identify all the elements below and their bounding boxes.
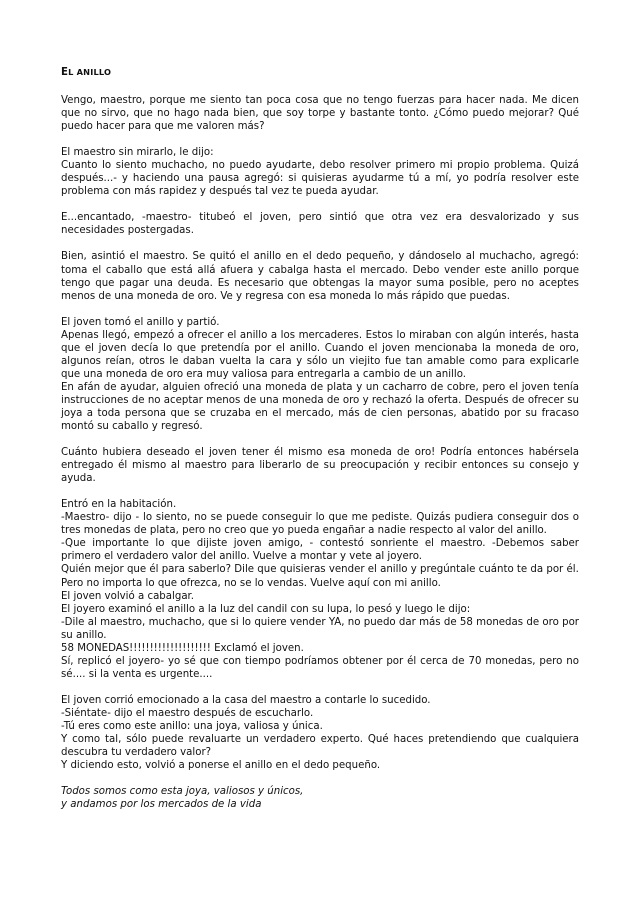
text-line: Vengo, maestro, porque me siento tan poca cosa que no tengo fuerzas para hacer nada. Me dicen que no sirvo, que no hago nada bien, que soy torpe y bastante tonto. ¿Cómo puedo mejorar? Qué puedo hacer para que me valoren más? [61,95,579,133]
paragraph-4 [61,250,579,302]
text-line: -Maestro- dijo - lo siento, no se puede conseguir lo que me pediste. Quizás pudiera conseguir dos o tres monedas de plata, pero no creo que yo pueda engañar a nadie respecto al valor del anillo. [61,512,579,537]
text-line: El maestro sin mirarlo, le dijo: [61,147,214,159]
text-line: El joven tomó el anillo y partió. [61,316,220,328]
text-line: El joyero examinó el anillo a la luz del candil con su lupa, lo pesó y luego le dijo: [61,603,471,615]
text-line: El joven volvió a cabalgar. [61,590,195,602]
title-rest: L ANILLO [68,67,112,77]
text-line: En afán de ayudar, alguien ofreció una moneda de plata y un cacharro de cobre, pero el joven tenía instrucciones de no aceptar menos de una moneda de oro y rechazó la oferta. Después de ofrecer su joya a toda persona que se cruzaba en el mercado, más de cien personas, abatido por su fracaso montó su caballo y regresó. [61,381,579,433]
text-line: Y como tal, sólo puede revaluarte un verdadero experto. Qué haces pretendiendo que cualquiera descubra tu verdadero valor? [61,734,579,759]
text-line: Cuánto hubiera deseado el joven tener él mismo esa moneda de oro! Podría entonces habérsela entregado él mismo al maestro para liberarlo de su preocupación y recibir entonces su consejo y ayuda. [61,447,579,485]
closing-line: Todos somos como esta joya, valiosos y únicos, [61,786,304,798]
text-line: -Siéntate- dijo el maestro después de escucharlo. [61,707,314,719]
document-title [61,66,579,79]
text-line: Apenas llegó, empezó a ofrecer el anillo a los mercaderes. Estos lo miraban con algún interés, hasta que el joven decía lo que pretendía por el anillo. Cuando el joven mencionaba la moneda de oro, algunos reían, otros le daban vuelta la cara y sólo un viejito fue tan amable como para explicarle que una moneda de oro era muy valiosa para entregarla a cambio de un anillo. [61,329,579,380]
paragraph-8 [61,694,579,772]
paragraph-5 [61,316,579,433]
paragraph-1 [61,94,579,133]
text-line: Cuanto lo siento muchacho, no puedo ayudarte, debo resolver primero mi propio problema. Quizá después...- y haciendo una pausa agregó: si quisieras ayudarme tú a mí, yo podría resolver este problema con más rapidez y después tal vez te pueda ayudar. [61,160,579,198]
title-initial: E [61,67,69,78]
text-line: -Tú eres como este anillo: una joya, valiosa y única. [61,720,323,732]
paragraph-6 [61,446,579,485]
text-line: Quién mejor que él para saberlo? Dile que quisieras vender el anillo y pregúntale cuánto te da por él. [61,564,579,576]
text-line: Sí, replicó el joyero- yo sé que con tiempo podríamos obtener por él cerca de 70 monedas, pero no sé.... si la venta es urgente.... [61,655,579,680]
paragraph-2 [61,146,579,198]
paragraph-7 [61,498,579,681]
text-line: 58 MONEDAS!!!!!!!!!!!!!!!!!!!! Exclamó el joven. [61,642,304,654]
closing-moral [61,785,579,811]
text-line: Bien, asintió el maestro. Se quitó el anillo en el dedo pequeño, y dándoselo al muchacho, agregó: toma el caballo que está allá afuera y cabalga hasta el mercado. Debo vender este anillo porque tengo que pagar una deuda. Es necesario que obtengas la mayor suma posible, pero no aceptes menos de una moneda de oro. Ve y regresa con esa moneda lo más rápido que puedas. [61,251,579,302]
text-line: El joven corrió emocionado a la casa del maestro a contarle lo sucedido. [61,694,431,706]
text-line: E...encantado, -maestro- titubeó el joven, pero sintió que otra vez era desvalorizado y sus necesidades postergadas. [61,212,579,237]
text-line: -Que importante lo que dijiste joven amigo, - contestó sonriente el maestro. -Debemos saber primero el verdadero valor del anillo. Vuelve a montar y vete al joyero. [61,538,579,563]
document-page [61,66,579,824]
text-line: Entró en la habitación. [61,499,177,511]
text-line: -Dile al maestro, muchacho, que si lo quiere vender YA, no puedo dar más de 58 monedas de oro por su anillo. [61,616,579,641]
text-line: Y diciendo esto, volvió a ponerse el anillo en el dedo pequeño. [61,760,381,772]
closing-line: y andamos por los mercados de la vida [61,799,262,811]
text-line: Pero no importa lo que ofrezca, no se lo vendas. Vuelve aquí con mi anillo. [61,577,441,589]
paragraph-3 [61,211,579,237]
